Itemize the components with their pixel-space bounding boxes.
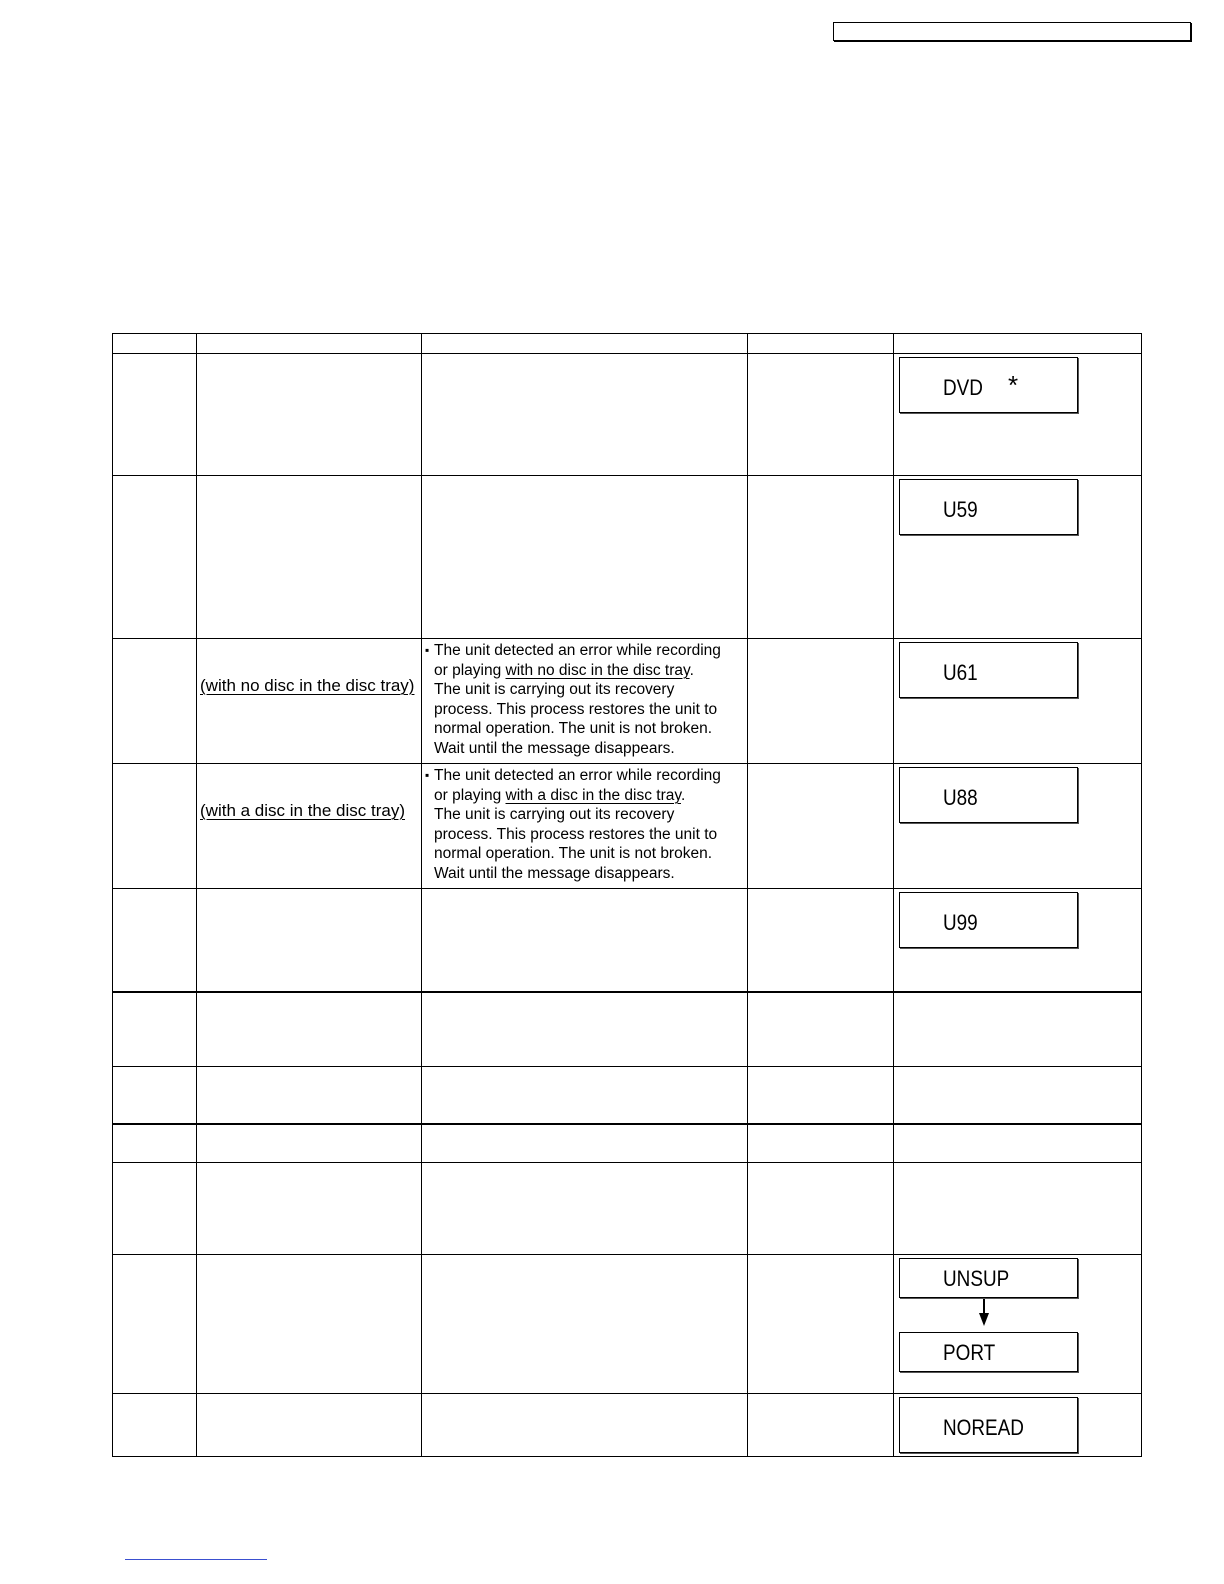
display-cell bbox=[894, 1255, 1142, 1394]
header-cell-2 bbox=[197, 334, 422, 354]
display-box bbox=[899, 1258, 1078, 1298]
condition-cell bbox=[197, 639, 422, 764]
table-row bbox=[113, 992, 1142, 1067]
display-box bbox=[899, 357, 1078, 413]
bullet-icon: ▪ bbox=[425, 643, 430, 657]
bullet-icon: ▪ bbox=[425, 768, 430, 782]
table-row bbox=[113, 639, 1142, 764]
header-cell-1 bbox=[113, 334, 197, 354]
header-cell-3 bbox=[422, 334, 748, 354]
description-text: ▪ The unit detected an error while recording or playing with a disc in the disc tray. The unit is carrying out its recovery process. This process restores the unit to normal operation. The unit is not broken. Wait until the message disappears. bbox=[425, 767, 721, 882]
asterisk-symbol: * bbox=[1008, 370, 1019, 400]
display-box bbox=[899, 642, 1078, 698]
table-row bbox=[113, 1394, 1142, 1457]
table-header-row bbox=[113, 334, 1142, 354]
display-box bbox=[899, 892, 1078, 948]
header-cell-5 bbox=[894, 334, 1142, 354]
description-cell bbox=[422, 764, 748, 889]
table-row bbox=[113, 354, 1142, 476]
error-message-table bbox=[112, 333, 1142, 1457]
display-text: U59 bbox=[943, 497, 978, 522]
display-text: U88 bbox=[943, 785, 978, 810]
condition-text: (with no disc in the disc tray) bbox=[200, 676, 415, 695]
arrow-down-icon bbox=[978, 1298, 990, 1327]
table-row bbox=[113, 1255, 1142, 1394]
header-box bbox=[833, 22, 1191, 41]
display-cell bbox=[894, 889, 1142, 992]
table-row bbox=[113, 1067, 1142, 1124]
condition-text: (with a disc in the disc tray) bbox=[200, 801, 406, 820]
display-box bbox=[899, 767, 1078, 823]
table-row bbox=[113, 764, 1142, 889]
header-cell-4 bbox=[748, 334, 894, 354]
condition-cell bbox=[197, 764, 422, 889]
table-row bbox=[113, 476, 1142, 639]
display-box bbox=[899, 1397, 1078, 1453]
display-text: DVD bbox=[943, 375, 983, 400]
display-cell bbox=[894, 476, 1142, 639]
display-cell bbox=[894, 1394, 1142, 1457]
display-cell bbox=[894, 639, 1142, 764]
display-box bbox=[899, 479, 1078, 535]
display-cell bbox=[894, 764, 1142, 889]
display-text: U61 bbox=[943, 660, 978, 685]
table-row bbox=[113, 1124, 1142, 1163]
table-row bbox=[113, 1163, 1142, 1255]
display-box bbox=[899, 1332, 1078, 1372]
display-text: PORT bbox=[943, 1340, 996, 1365]
display-cell bbox=[894, 354, 1142, 476]
display-text: U99 bbox=[943, 910, 978, 935]
footer-link-line[interactable] bbox=[125, 1559, 267, 1560]
description-text: ▪ The unit detected an error while recording or playing with no disc in the disc tray. The unit is carrying out its recovery process. This process restores the unit to normal operation. The unit is not broken. Wait until the message disappears. bbox=[425, 642, 721, 757]
display-text: NOREAD bbox=[943, 1415, 1024, 1440]
description-cell bbox=[422, 639, 748, 764]
display-text: UNSUP bbox=[943, 1266, 1010, 1291]
table-row bbox=[113, 889, 1142, 992]
